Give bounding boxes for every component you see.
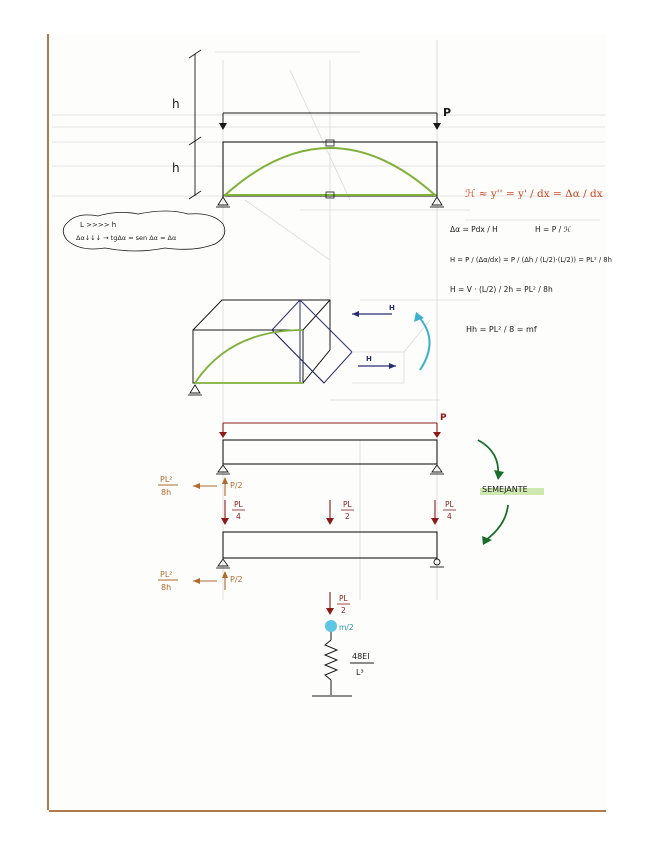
spring-load-num: PL	[339, 594, 348, 603]
load-right-num: PL	[445, 500, 454, 509]
load-arrow-right	[431, 500, 439, 525]
h-label-upper: H	[389, 304, 395, 312]
box-extension-guides	[352, 320, 430, 383]
stiffness-num: 48EI	[352, 652, 370, 661]
similar-arrow-top-icon	[478, 440, 498, 475]
load-left-num: PL	[234, 500, 243, 509]
stiffness-den: L³	[356, 668, 364, 677]
h-label-bottom: h	[172, 161, 180, 175]
formula-h-over-curvature: H = P / ℋ	[535, 225, 571, 234]
semejante-label: SEMEJANTE	[482, 485, 528, 494]
similar-arrow-bottom-icon	[486, 505, 508, 540]
h-label-lower: H	[366, 355, 372, 363]
reaction-h-arrow-b	[193, 578, 217, 584]
formula-h-equilibrium: H = V · (L/2) / 2h = PL² / 8h	[450, 285, 553, 294]
box-3d-sketch	[193, 300, 330, 383]
load-left-den: 4	[236, 512, 241, 521]
reaction-v-a-label: P/2	[230, 481, 243, 490]
h-force-arrow-lower	[358, 363, 396, 369]
h-label-top: h	[172, 97, 180, 111]
load-mid-den: 2	[345, 512, 350, 521]
reaction-v-b-label: P/2	[230, 575, 243, 584]
rotation-arrow-icon	[418, 316, 430, 370]
note-bubble	[63, 211, 225, 251]
support-icon-3d	[188, 385, 202, 395]
construction-guides	[52, 40, 605, 600]
p-label-mid: P	[440, 413, 447, 423]
spring-icon	[325, 640, 337, 680]
bubble-line-1: L >>>> h	[80, 221, 117, 229]
formula-delta-alpha: Δα = Pdx / H	[450, 225, 498, 234]
spring-load-den: 2	[341, 606, 346, 615]
dimension-lines	[189, 50, 201, 199]
mass-label: m/2	[339, 623, 354, 632]
p-label-top: P	[443, 106, 452, 119]
arch-curve-3d	[195, 330, 303, 383]
h-force-arrow-upper	[352, 311, 392, 317]
mass-icon	[325, 620, 337, 632]
curvature-formula: ℋ ≈ y'' = y' / dx = Δα / dx	[465, 188, 603, 200]
similar-arrowhead-top-icon	[494, 470, 504, 480]
load-arrow-left	[221, 500, 229, 525]
formula-moment: Hh = PL² / 8 = mf	[466, 325, 537, 334]
spring-load-arrow	[326, 592, 334, 615]
reaction-h-a-num: PL²	[160, 475, 173, 484]
formula-h-derivation: H = P / (Δα/dx) = P / (Δh / (L/2)·(L/2)) = PL² / 8h	[450, 256, 612, 264]
beam-lower	[223, 532, 437, 558]
reaction-h-b-num: PL²	[160, 570, 173, 579]
bubble-line-2: Δα↓↓↓ → tgΔα ≈ sen Δα ≈ Δα	[76, 234, 177, 242]
reaction-h-b-den: 8h	[161, 583, 172, 592]
beam-mid	[223, 440, 437, 464]
reaction-h-arrow-a	[193, 483, 217, 489]
reaction-h-a-den: 8h	[161, 488, 172, 497]
load-mid-num: PL	[343, 500, 352, 509]
load-right-den: 4	[447, 512, 452, 521]
load-arrow-mid	[326, 500, 334, 525]
rotated-plane-sketch	[272, 300, 352, 383]
mid-load-arrow	[219, 423, 441, 438]
